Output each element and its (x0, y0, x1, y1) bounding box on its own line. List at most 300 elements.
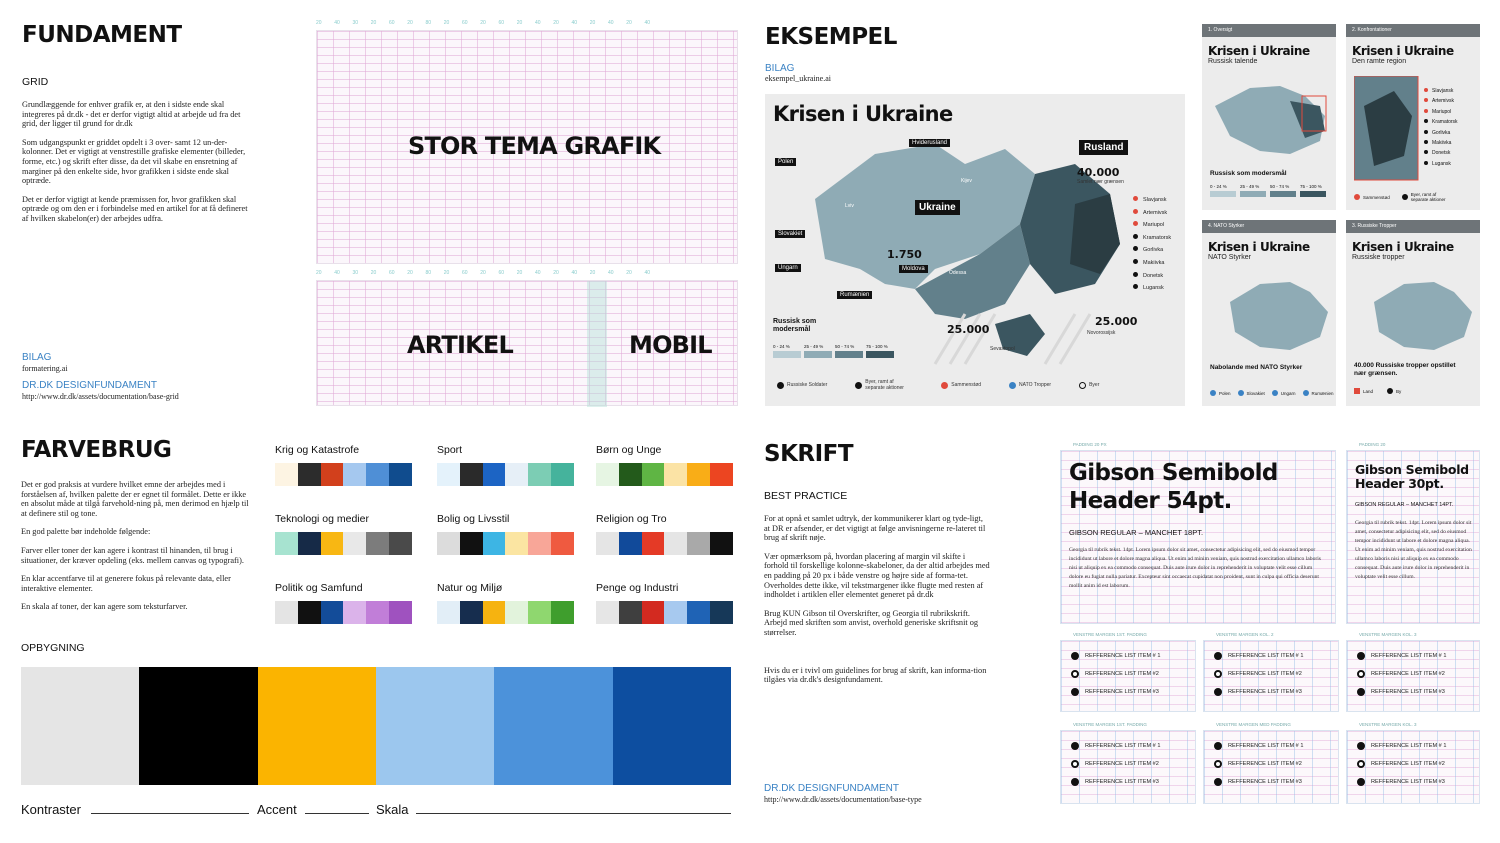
color-swatch (483, 532, 506, 555)
reference-list-label: REFFERENCE LIST ITEM # 1 (1085, 653, 1161, 659)
reference-list-label: REFFERENCE LIST ITEM #2 (1228, 761, 1302, 767)
color-swatch (642, 463, 665, 486)
legend-item (1009, 379, 1051, 391)
map-card-confrontations[interactable] (1346, 24, 1480, 210)
card-legend-label: Ungarn (1280, 390, 1296, 396)
map-title: Krisen i Ukraine (773, 102, 953, 126)
color-swatch (619, 601, 642, 624)
reference-list-item[interactable] (1071, 647, 1195, 665)
palette-label: Politik og Samfund (275, 582, 363, 594)
reference-list-item[interactable] (1357, 755, 1479, 773)
color-swatch (687, 601, 710, 624)
color-bar-segment (613, 667, 731, 785)
designfundament-link[interactable]: DR.DK DESIGNFUNDAMENT (22, 380, 158, 391)
bullet-ring-icon (1214, 760, 1222, 768)
city-ring-icon (1079, 382, 1086, 389)
ruler-tick: 20 (553, 20, 559, 26)
bullet-dot-icon (1357, 742, 1365, 750)
color-bar-segment (376, 667, 494, 785)
reference-list-item[interactable] (1214, 683, 1338, 701)
red-dot-icon (941, 382, 948, 389)
divider (305, 813, 369, 814)
paragraph: Det er derfor vigtigt at kende præmissen for, hvor grafikken skal optræde og om den er i forbindelse med en artikel for at få defineret af hvilken skabelon(er) der arbejdes udfra. (22, 194, 248, 223)
bullet-dot-icon (1214, 688, 1222, 696)
city-item (1424, 107, 1458, 117)
palette-label: Sport (437, 444, 463, 456)
eksempel-bilag-label: BILAG (765, 63, 795, 74)
palette-swatches (275, 463, 412, 486)
paragraph: En klar accentfarve til at generere fokus på relevante data, eller interaktive elementer. (21, 574, 231, 593)
card-legend-label: By (1396, 388, 1402, 394)
fundament-body (22, 100, 250, 233)
card-footer: Nabolande med NATO Styrker (1210, 364, 1303, 371)
reference-list-item[interactable] (1357, 647, 1479, 665)
city-dot-icon (1424, 161, 1428, 165)
reference-list-item[interactable] (1357, 773, 1479, 791)
paragraph: Brug KUN Gibson til Overskrifter, og Georgia til rubrikskrift. Arbejd med skriften som anvist, overhold generiske skriftsnit og størrelser. (764, 608, 979, 637)
nato-icon (1238, 390, 1244, 396)
color-swatch (298, 463, 321, 486)
sample-small-title: Gibson Semibold Header 30pt. (1355, 462, 1469, 491)
color-swatch (505, 601, 528, 624)
color-bar-segment (21, 667, 139, 785)
legend-item (1079, 379, 1099, 391)
palette-label: Børn og Unge (596, 444, 662, 456)
ruler-tick: 30 (352, 270, 359, 276)
color-swatch (596, 601, 619, 624)
reference-list-item[interactable] (1214, 755, 1338, 773)
reference-list-item[interactable] (1071, 737, 1195, 755)
color-swatch (275, 532, 298, 555)
city-item (1133, 219, 1171, 232)
ruler-tick: 20 (553, 270, 559, 276)
city-label: Artemivsk (1432, 98, 1454, 105)
card-subtitle: Russiske tropper (1352, 254, 1405, 261)
ruler-tick: 40 (644, 270, 651, 276)
padding-label: PADDING 20 (1359, 442, 1386, 447)
color-swatch (642, 601, 665, 624)
city-item (1133, 207, 1171, 220)
divider (416, 813, 731, 814)
card-map (1354, 76, 1419, 181)
reference-list-item[interactable] (1071, 773, 1195, 791)
number-25000-b: 25.000 (1095, 315, 1138, 328)
margin-label: VENSTRE MARGEN KOL. 2 (1216, 632, 1274, 637)
city-dot-icon (1133, 221, 1138, 226)
reference-list-item[interactable] (1214, 773, 1338, 791)
grid-large-label: STOR TEMA GRAFIK (408, 132, 661, 160)
city-label: Lugansk (1432, 160, 1451, 167)
nato-icon (1303, 390, 1309, 396)
color-swatch (483, 463, 506, 486)
city-item (1424, 159, 1458, 169)
grid-ruler-top (316, 20, 738, 28)
label-kyiv: Kijev (961, 178, 972, 184)
city-dot-icon (1133, 284, 1138, 289)
palette-swatches (275, 601, 412, 624)
color-swatch (619, 463, 642, 486)
sample-large-title: Gibson Semibold Header 54pt. (1069, 460, 1278, 514)
card-city-list (1424, 86, 1458, 169)
ruler-tick: 20 (316, 270, 322, 276)
color-swatch (321, 601, 344, 624)
city-item (1133, 194, 1171, 207)
card-footer: Russisk som modersmål (1210, 170, 1287, 177)
color-swatch (437, 532, 460, 555)
city-dot-icon (1424, 150, 1428, 154)
city-item (1133, 270, 1171, 283)
card-map (1210, 76, 1330, 161)
reference-list-label: REFFERENCE LIST ITEM # 1 (1371, 653, 1447, 659)
reference-list-label: REFFERENCE LIST ITEM # 1 (1085, 743, 1161, 749)
legend-item-label: Byer, ramt af separate aktioner (865, 379, 904, 391)
card-subtitle: Den ramte region (1352, 58, 1407, 65)
reference-list-item[interactable] (1071, 665, 1195, 683)
bullet-ring-icon (1214, 670, 1222, 678)
color-swatch (275, 463, 298, 486)
color-swatch (528, 463, 551, 486)
card-legend-item (1300, 184, 1326, 197)
label-lviv: Lviv (845, 203, 854, 209)
reference-list-label: REFFERENCE LIST ITEM #3 (1228, 779, 1302, 785)
ruler-tick: 80 (425, 20, 432, 26)
card-step: 1. Oversigt (1202, 24, 1336, 37)
paragraph: Som udgangspunkt er griddet opdelt i 3 over- samt 12 un-der-kolonner. Det er vigtigt at venstrestille grafiske elementer (billeder, forme, etc.) og skrift efter disse, da det vil skabe en ensretning af marginer på den enkelte side, hvor grafikken i sidste ende skal optræde. (22, 137, 246, 186)
ruler-tick: 20 (407, 20, 413, 26)
bullet-dot-icon (1071, 742, 1079, 750)
card-legend-item (1210, 184, 1236, 197)
divider (91, 813, 249, 814)
nato-icon (1210, 390, 1216, 396)
opbygning-label: OPBYGNING (21, 642, 85, 654)
number-40000: 40.000 (1077, 166, 1120, 179)
bullet-ring-icon (1357, 760, 1365, 768)
legend-swatch (773, 351, 801, 358)
sample-small-body: Georgia til rubrik tekst. 14pt. Lorem ipsum dolor sit amet, consectetur adipisicing elit, sed do eiusmod tempor incididunt ut labore et dolore magna aliqua. Ut enim ad minim veniam, quis nostrud exercitation ullamco laboris nisi ut aliquip ex ea commodo consequat. Duis aute irure dolor in reprehenderit in voluptate velit esse cillum. (1355, 520, 1472, 580)
city-dot-icon (1424, 98, 1428, 102)
card-subtitle: Russisk talende (1208, 58, 1258, 65)
color-swatch (710, 601, 733, 624)
reference-list-label: REFFERENCE LIST ITEM # 1 (1371, 743, 1447, 749)
ruler-tick: 60 (498, 20, 505, 26)
card-legend (1354, 192, 1450, 202)
bilag-label: BILAG (22, 352, 52, 363)
paragraph: Grundlæggende for enhver grafik er, at den i sidste ende skal integreres på dr.dk - det er derfor vigtigt altid at arbejde ud fra det grid, der ligger til grund for dr.dk (22, 100, 241, 129)
label-belarus: Hviderusland (909, 139, 950, 147)
card-legend-item (1210, 390, 1231, 396)
skrift-title: SKRIFT (764, 441, 854, 467)
label-russia: Rusland (1079, 140, 1128, 155)
city-item (1424, 148, 1458, 158)
reference-list-item[interactable] (1071, 755, 1195, 773)
skrift-designfundament-link[interactable]: DR.DK DESIGNFUNDAMENT (764, 783, 900, 794)
color-structure-bar (21, 667, 731, 785)
ruler-tick: 20 (443, 270, 450, 276)
city-dot-icon (1424, 130, 1428, 134)
map-card-overview[interactable] (1202, 24, 1336, 210)
palette-swatches (596, 463, 733, 486)
bullet-ring-icon (1357, 670, 1365, 678)
reference-list-item[interactable] (1214, 665, 1338, 683)
city-item (1133, 244, 1171, 257)
card-legend (1210, 184, 1326, 197)
ruler-tick: 20 (480, 270, 486, 276)
ruler-tick: 20 (516, 20, 523, 26)
designfundament-url[interactable]: http://www.dr.dk/assets/documentation/base-grid (22, 392, 179, 401)
legend-swatch (1210, 191, 1236, 197)
ruler-tick: 20 (589, 270, 596, 276)
label-kontraster: Kontraster (21, 802, 81, 817)
paragraph: For at opnå et samlet udtryk, der kommunikerer klart og tyde-ligt, at DR er afsender, er det vigtigt at følge anvisningerne re-lateret til brug af skrift nøje. (764, 514, 986, 543)
reference-list-label: REFFERENCE LIST ITEM #3 (1228, 689, 1302, 695)
margin-label: VENSTRE MARGEN KOL. 3 (1359, 722, 1417, 727)
city-dot-icon (1133, 196, 1138, 201)
paragraph: En god palette bør indeholde følgende: (21, 527, 151, 537)
reference-list-item[interactable] (1214, 737, 1338, 755)
city-label: Donetsk (1143, 272, 1164, 279)
card-legend (1354, 388, 1401, 394)
card-title: Krisen i Ukraine (1352, 240, 1454, 254)
city-dot-icon (1424, 140, 1428, 144)
ruler-tick: 40 (334, 270, 340, 276)
ruler-tick: 60 (498, 270, 505, 276)
fundament-title: FUNDAMENT (22, 22, 182, 48)
color-structure-labels (21, 800, 731, 820)
city-dot-icon (1133, 246, 1138, 251)
city-label: Mariupol (1143, 222, 1165, 229)
city-label: Slavjansk (1143, 197, 1167, 203)
card-footer: 40.000 Russiske tropper opstillet nær grænsen. (1354, 362, 1456, 377)
card-legend (1210, 390, 1334, 396)
palette-label: Teknologi og medier (275, 513, 369, 525)
legend-item-label: Russiske Soldater (787, 382, 828, 388)
bullet-dot-icon (1071, 688, 1079, 696)
skrift-body (764, 514, 990, 694)
bilag-file[interactable]: formatering.ai (22, 364, 68, 373)
bullet-dot-icon (1071, 652, 1079, 660)
reference-list-box (1346, 722, 1480, 804)
card-legend-label: Land (1363, 388, 1374, 394)
reference-list-label: REFFERENCE LIST ITEM # 1 (1228, 653, 1304, 659)
bullet-ring-icon (1071, 760, 1079, 768)
color-swatch (343, 601, 366, 624)
legend-item-label: NATO Tropper (1019, 382, 1052, 388)
card-legend-item (1402, 192, 1450, 202)
color-swatch (528, 601, 551, 624)
legend-range-label: 25 - 49 % (804, 344, 824, 349)
type-sample-large (1060, 442, 1336, 624)
ruler-tick: 40 (608, 270, 614, 276)
card-legend-item (1354, 192, 1390, 202)
legend-item-label: Byer (1089, 382, 1100, 388)
sample-large-manchet: GIBSON REGULAR – MANCHET 18PT. (1069, 528, 1204, 537)
color-swatch (619, 532, 642, 555)
reference-list-box (1203, 722, 1339, 804)
color-swatch (710, 532, 733, 555)
card-legend-label: 0 - 24 % (1210, 184, 1227, 189)
reference-list-label: REFFERENCE LIST ITEM #3 (1371, 779, 1445, 785)
reference-list-item[interactable] (1357, 737, 1479, 755)
color-swatch (389, 532, 412, 555)
legend-range (835, 344, 863, 358)
city-dot-icon (1133, 234, 1138, 239)
palette-swatches (437, 532, 574, 555)
ruler-tick: 60 (462, 20, 468, 26)
ruler-tick: 20 (370, 270, 377, 276)
farvebrug-body (21, 480, 249, 621)
map-legend-scale (773, 344, 894, 358)
ruler-tick: 40 (571, 20, 578, 26)
reference-list-label: REFFERENCE LIST ITEM #3 (1085, 779, 1159, 785)
color-bar-segment (494, 667, 612, 785)
reference-list-label: REFFERENCE LIST ITEM #2 (1371, 761, 1445, 767)
grid-ruler-bottom (316, 270, 738, 278)
city-item (1424, 117, 1458, 127)
card-map (1354, 272, 1474, 357)
reference-list-item[interactable] (1071, 683, 1195, 701)
palette-label: Bolig og Livsstil (437, 513, 510, 525)
color-bar-segment (258, 667, 376, 785)
ruler-tick: 60 (389, 20, 395, 26)
legend-dot-icon (1387, 388, 1393, 394)
color-swatch (343, 463, 366, 486)
city-label: Mariupol (1432, 108, 1452, 115)
ruler-tick: 40 (608, 20, 614, 26)
card-legend-item (1238, 390, 1265, 396)
card-legend-label: 50 - 74 % (1270, 184, 1290, 189)
city-dot-icon (1424, 109, 1428, 113)
color-swatch (551, 532, 574, 555)
reference-list-item[interactable] (1357, 683, 1479, 701)
color-swatch (596, 463, 619, 486)
ruler-tick: 30 (352, 20, 359, 26)
ruler-tick: 40 (535, 20, 541, 26)
city-label: Kramatorsk (1432, 119, 1458, 126)
ruler-tick: 20 (516, 270, 523, 276)
ruler-tick: 20 (407, 270, 413, 276)
sample-small-manchet: GIBSON REGULAR – MANCHET 14PT. (1355, 502, 1454, 508)
city-dot-icon (1424, 119, 1428, 123)
number-40000-sub: Samlet nær grænsen (1077, 179, 1124, 185)
palette-label: Natur og Miljø (437, 582, 503, 594)
color-swatch (642, 532, 665, 555)
reference-list-item[interactable] (1357, 665, 1479, 683)
paragraph: Det er god praksis at vurdere hvilket emne der arbejdes med i forståelsen af, hvilken palette der er egnet til formålet. Dette er ikke en absolut måde at tilgå farvehold-ning på, men derimod en hjælp til at definere stil og tone. (21, 480, 249, 518)
label-novorossiysk: Novorossijsk (1087, 330, 1116, 336)
card-title: Krisen i Ukraine (1208, 240, 1310, 254)
legend-swatch (866, 351, 894, 358)
color-swatch (664, 463, 687, 486)
map-card-nato[interactable] (1202, 220, 1336, 406)
margin-label: VENSTRE MARGEN 1ST. PADDING (1073, 632, 1147, 637)
card-legend-label: Polen (1219, 390, 1231, 396)
color-swatch (343, 532, 366, 555)
margin-label: VENSTRE MARGEN MED PADDING (1216, 722, 1291, 727)
ruler-tick: 20 (443, 20, 450, 26)
reference-list-item[interactable] (1214, 647, 1338, 665)
color-swatch (664, 601, 687, 624)
color-swatch (687, 532, 710, 555)
color-swatch (460, 532, 483, 555)
ruler-tick: 40 (571, 270, 578, 276)
color-swatch (298, 532, 321, 555)
card-step: 3. Russiske Tropper (1346, 220, 1480, 233)
legend-range (773, 344, 801, 358)
map-card-russian-troops[interactable] (1346, 220, 1480, 406)
reference-list-box (1346, 632, 1480, 712)
reference-list-label: REFFERENCE LIST ITEM #2 (1085, 671, 1159, 677)
ruler-tick: 40 (334, 20, 340, 26)
legend-dot-icon (1354, 388, 1360, 394)
bullet-dot-icon (1214, 778, 1222, 786)
ruler-tick: 20 (626, 20, 632, 26)
city-item (1424, 96, 1458, 106)
card-legend-item (1270, 184, 1296, 197)
city-label: Artemivsk (1143, 209, 1168, 216)
grid-gutter (587, 281, 607, 407)
palette-label: Penge og Industri (596, 582, 679, 594)
ruler-tick: 20 (626, 270, 632, 276)
color-swatch (664, 532, 687, 555)
bullet-dot-icon (1071, 778, 1079, 786)
legend-item (941, 379, 981, 391)
eksempel-title: EKSEMPEL (765, 24, 897, 50)
ruler-tick: 60 (389, 270, 395, 276)
skrift-designfundament-url[interactable]: http://www.dr.dk/assets/documentation/base-type (764, 795, 922, 804)
card-legend-item (1240, 184, 1266, 197)
city-label: Gorlivka (1143, 247, 1164, 254)
legend-swatch (1300, 191, 1326, 197)
color-swatch (596, 532, 619, 555)
color-swatch (710, 463, 733, 486)
margin-label: VENSTRE MARGEN 1ST. PADDING (1073, 722, 1147, 727)
city-list (1133, 194, 1171, 295)
color-swatch (321, 463, 344, 486)
city-label: Gorlivka (1432, 129, 1451, 136)
ruler-tick: 40 (535, 270, 541, 276)
eksempel-bilag-file[interactable]: eksempel_ukraine.ai (765, 74, 831, 83)
palette-label: Krig og Katastrofe (275, 444, 360, 456)
paragraph: Vær opmærksom på, hvordan placering af margin vil skifte i forhold til forskellige kolonne-skabeloner, da der altid arbejdes med en padding på 20 px i både venstre og højre side af forma-tet. Overholdes dette ikke, vil tekstmargener ikke flugte med resten af indholdet i artiklen eller elementet generet på dr.dk (764, 551, 990, 600)
legend-swatch (835, 351, 863, 358)
reference-list-label: REFFERENCE LIST ITEM #2 (1371, 671, 1445, 677)
padding-label: PADDING 20 PX (1073, 442, 1107, 447)
label-accent: Accent (257, 802, 297, 817)
color-swatch (551, 463, 574, 486)
grid-article-template (316, 280, 738, 406)
card-subtitle: NATO Styrker (1208, 254, 1251, 261)
card-title: Krisen i Ukraine (1352, 44, 1454, 58)
color-swatch (298, 601, 321, 624)
color-swatch (275, 601, 298, 624)
color-swatch (687, 463, 710, 486)
city-label: Kramatorsk (1143, 234, 1172, 241)
city-label: Makiivka (1432, 140, 1452, 147)
city-label: Lugansk (1143, 285, 1164, 292)
card-legend-item (1303, 390, 1334, 396)
card-step: 2. Konfrontationer (1346, 24, 1480, 37)
city-dot-icon (1133, 272, 1138, 277)
city-item (1424, 128, 1458, 138)
grid-large-template (316, 30, 738, 264)
reference-list-label: REFFERENCE LIST ITEM #2 (1228, 671, 1302, 677)
legend-range (804, 344, 832, 358)
card-legend-item (1354, 388, 1373, 394)
card-step: 4. NATO Styrker (1202, 220, 1336, 233)
legend-range-label: 50 - 74 % (835, 344, 855, 349)
card-legend-label: Rumænien (1311, 390, 1334, 396)
legend-swatch (1270, 191, 1296, 197)
